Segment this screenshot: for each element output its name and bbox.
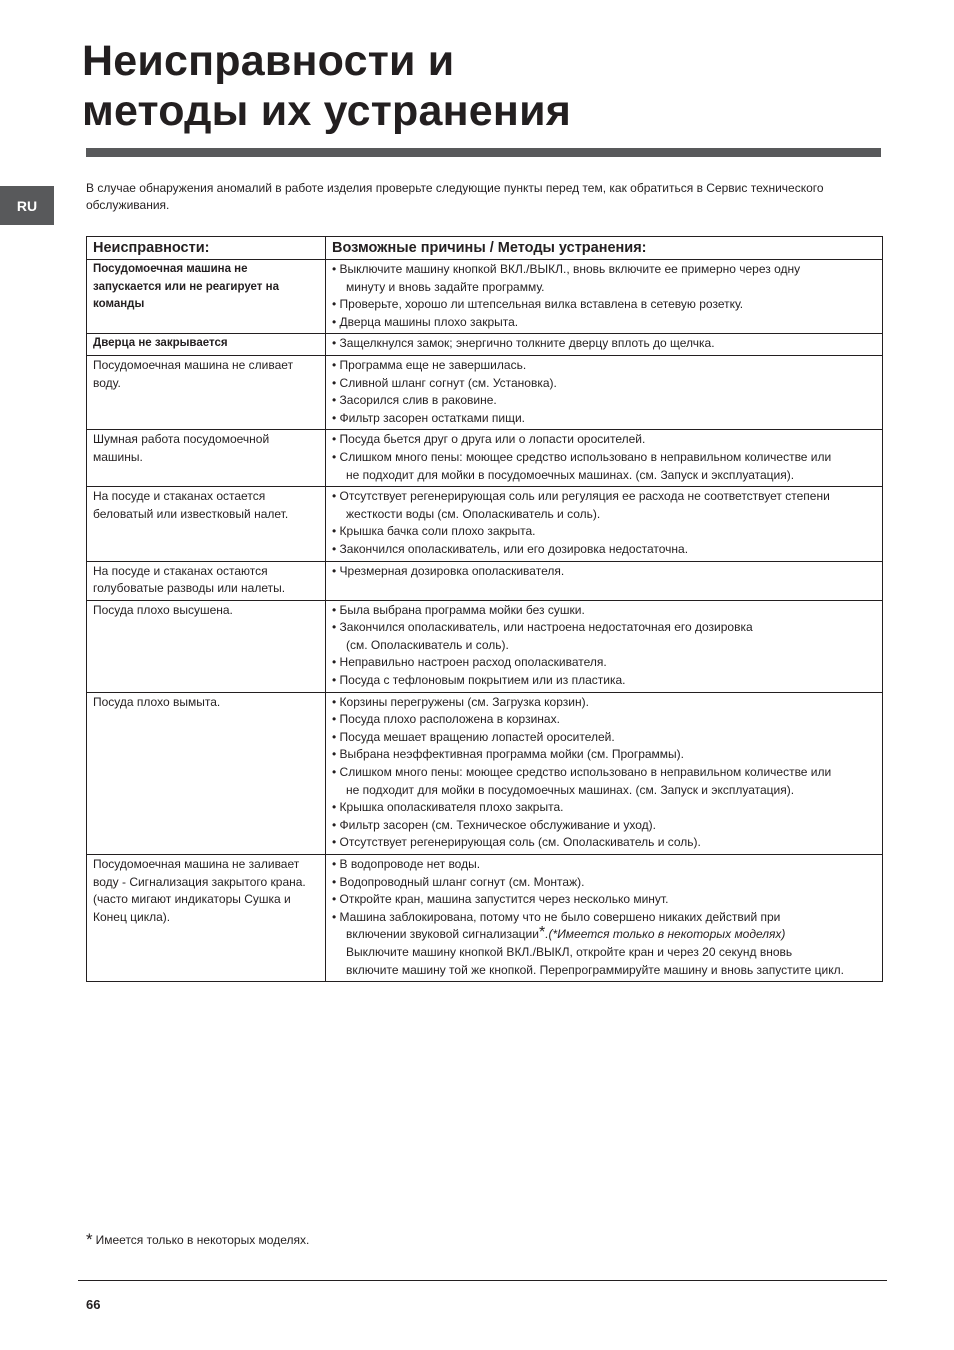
footnote-text: Имеется только в некоторых моделях.	[95, 1233, 310, 1247]
cause-line: • Проверьте, хорошо ли штепсельная вилка вставлена в сетевую розетку.	[332, 297, 744, 312]
cause-line: • Водопроводный шланг согнут (см. Монтаж).	[332, 874, 585, 889]
cause-line: • Посуда плохо расположена в корзинах.	[332, 712, 560, 727]
cause-line: включите машину той же кнопкой. Перепрограммируйте машину и вновь запустите цикл.	[346, 962, 844, 977]
troubleshooting-table	[86, 236, 883, 982]
cause-line: • Засорился слив в раковине.	[332, 393, 497, 408]
title-line-1: Неисправности и	[82, 37, 455, 85]
footnote-asterisk: *	[86, 1230, 93, 1249]
cause-line: • Фильтр засорен (см. Техническое обслуживание и уход).	[332, 817, 656, 832]
cause-line: • Откройте кран, машина запустится через несколько минут.	[332, 892, 669, 907]
table-row	[87, 692, 883, 854]
table-row	[87, 561, 883, 600]
cause-line: • Посуда с тефлоновым покрытием или из пластика.	[332, 673, 626, 688]
cause-line: • Отсутствует регенерирующая соль или регуляция ее расхода не соответствует степени	[332, 489, 830, 504]
intro-paragraph: В случае обнаружения аномалий в работе изделия проверьте следующие пункты перед тем, как обратиться в Сервис технического обслуживания.	[86, 181, 824, 212]
causes-cell	[326, 487, 883, 561]
footer-divider	[78, 1280, 887, 1281]
table-row	[87, 355, 883, 429]
cause-line: минуту и вновь задайте программу.	[346, 279, 545, 294]
page-number: 66	[86, 1297, 101, 1312]
causes-cell	[326, 855, 883, 982]
language-tab	[0, 186, 54, 225]
cause-line: • Выбрана неэффективная программа мойки (см. Программы).	[332, 747, 685, 762]
cause-line: • Отсутствует регенерирующая соль (см. Ополаскиватель и соль).	[332, 835, 701, 850]
cause-line: • Защелкнулся замок; энергично толкните дверцу вплоть до щелчка.	[332, 336, 715, 351]
cause-line: не подходит для мойки в посудомоечных машинах. (см. Запуск и эксплуатация).	[346, 467, 795, 482]
cause-line: • Неправильно настроен расход ополаскивателя.	[332, 655, 607, 670]
fault-cell: На посуде и стаканах остаются голубоватые разводы или налеты.	[87, 561, 326, 600]
cause-line: • Корзины перегружены (см. Загрузка корзин).	[332, 694, 589, 709]
table-header-row	[87, 237, 883, 260]
cause-line: • Закончился ополаскиватель, или настроена недостаточная его дозировка	[332, 620, 753, 635]
cause-line: (см. Ополаскиватель и соль).	[346, 637, 509, 652]
causes-cell	[326, 561, 883, 600]
cause-line-alarm	[332, 926, 876, 944]
cause-line: • Сливной шланг согнут (см. Установка).	[332, 375, 557, 390]
cause-line: • Крышка ополаскивателя плохо закрыта.	[332, 800, 564, 815]
table-row	[87, 430, 883, 487]
causes-cell	[326, 355, 883, 429]
table-row	[87, 487, 883, 561]
cause-line: • Чрезмерная дозировка ополаскивателя.	[332, 563, 565, 578]
fault-cell: Посуда плохо вымыта.	[87, 692, 326, 854]
asterisk-mark: *	[538, 924, 546, 942]
table-row	[87, 260, 883, 334]
page-title	[82, 36, 882, 136]
footnote	[86, 1230, 309, 1250]
table-row	[87, 334, 883, 356]
fault-cell: Посудомоечная машина не запускается или не реагирует на команды	[87, 260, 326, 334]
cause-line: • Программа еще не завершилась.	[332, 357, 527, 372]
fault-cell: На посуде и стаканах остается беловатый или известковый налет.	[87, 487, 326, 561]
causes-cell	[326, 600, 883, 692]
table-row	[87, 855, 883, 982]
cause-line: • Выключите машину кнопкой ВКЛ./ВЫКЛ., вновь включите ее примерно через одну	[332, 262, 801, 276]
cause-line: • Машина заблокирована, потому что не было совершено никаких действий при	[332, 909, 781, 924]
title-underline-bar	[86, 148, 881, 157]
title-line-2: методы их устранения	[82, 87, 571, 135]
cause-line: • Слишком много пены: моющее средство использовано в неправильном количестве или	[332, 765, 832, 780]
causes-cell	[326, 260, 883, 334]
causes-cell	[326, 430, 883, 487]
causes-cell	[326, 692, 883, 854]
cause-line: • Слишком много пены: моющее средство использовано в неправильном количестве или	[332, 449, 832, 464]
cause-line: не подходит для мойки в посудомоечных машинах. (см. Запуск и эксплуатация).	[346, 782, 795, 797]
cause-line: • Фильтр засорен остатками пищи.	[332, 410, 526, 425]
cause-line: • Посуда мешает вращению лопастей оросителей.	[332, 729, 615, 744]
cause-line: • Дверца машины плохо закрыта.	[332, 314, 519, 329]
cause-line: • Посуда бьется друг о друга или о лопасти оросителей.	[332, 432, 646, 447]
cause-line: • Была выбрана программа мойки без сушки.	[332, 602, 585, 617]
language-tab-label: RU	[16, 197, 38, 214]
fault-cell: Дверца не закрывается	[87, 334, 326, 356]
model-note: .(*Имеется только в некоторых моделях)	[545, 927, 786, 942]
header-causes: Возможные причины / Методы устранения:	[326, 237, 883, 260]
fault-cell: Посудомоечная машина не сливает воду.	[87, 355, 326, 429]
alarm-text: включении звуковой сигнализации	[346, 927, 539, 942]
cause-line: Выключите машину кнопкой ВКЛ./ВЫКЛ, откройте кран и через 20 секунд вновь	[346, 944, 793, 959]
cause-line: жесткости воды (см. Ополаскиватель и соль).	[346, 506, 601, 521]
cause-line: • В водопроводе нет воды.	[332, 857, 481, 871]
cause-line: • Закончился ополаскиватель, или его дозировка недостаточна.	[332, 541, 689, 556]
causes-cell	[326, 334, 883, 356]
fault-cell: Посуда плохо высушена.	[87, 600, 326, 692]
header-fault: Неисправности:	[87, 237, 326, 260]
cause-line: • Крышка бачка соли плохо закрыта.	[332, 524, 536, 539]
table-row	[87, 600, 883, 692]
fault-cell: Посудомоечная машина не заливает воду - Сигнализация закрытого крана. (часто мигают индикаторы Сушка и Конец цикла).	[87, 855, 326, 982]
fault-cell: Шумная работа посудомоечной машины.	[87, 430, 326, 487]
